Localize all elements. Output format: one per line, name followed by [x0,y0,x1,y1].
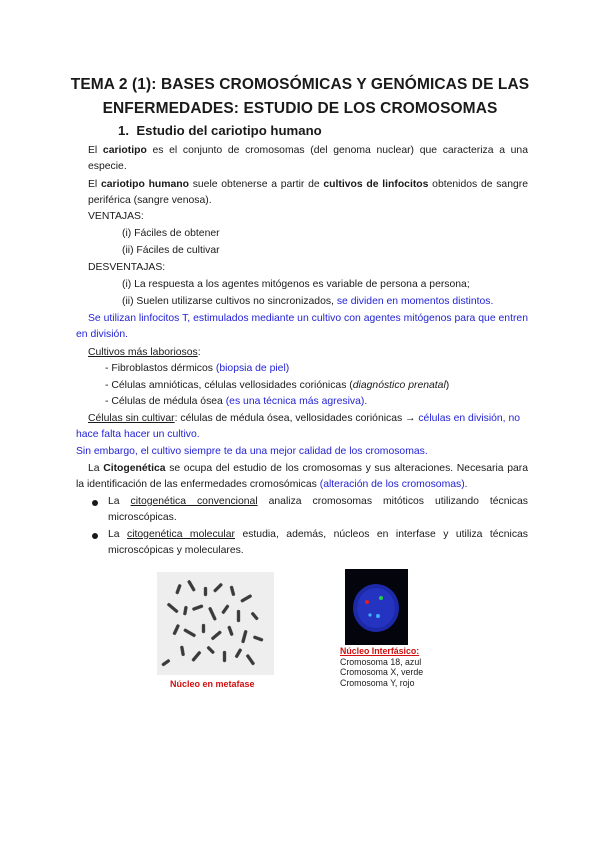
page-title [60,73,540,121]
interphase-caption-header: Núcleo Interfásico: [340,646,420,656]
desventaja-item: (i) La respuesta a los agentes mitógenos es variable de persona a persona; [122,279,470,290]
metaphase-chromosomes-image [157,572,274,675]
section-number: 1. [118,123,129,138]
metaphase-caption: Núcleo en metafase [170,679,255,689]
interphase-caption-line: Cromosoma Y, rojo [340,677,415,688]
bullet-item: La citogenética molecular estudia, además, núcleos en interfase y utiliza técnicas microscópicas y moleculares. [108,529,528,556]
sin-embargo-note: Sin embargo, el cultivo siempre te da una mejor calidad de los cromosomas. [76,446,428,457]
term-cariotipo: cariotipo [102,145,147,156]
linfocitos-note: Se utilizan linfocitos T, estimulados mediante un cultivo con agentes mitógenos para que entren en división. [76,313,528,340]
section-title: Estudio del cariotipo humano [136,123,322,138]
interphase-caption-line: Cromosoma X, verde [340,667,424,677]
laborioso-item: - Células de médula ósea (es una técnica más agresiva). [105,396,368,407]
desventajas-heading: DESVENTAJAS: [88,262,166,273]
ventaja-item: (i) Fáciles de obtener [122,228,220,239]
laboriosos-heading: Cultivos más laboriosos: [88,347,201,358]
interphase-caption [337,645,435,699]
sin-cultivar-paragraph: Células sin cultivar: células de médula ósea, vellosidades coriónicas → células en división, no hace falta hacer un cultivo. [76,413,521,440]
term-cariotipo-humano: cariotipo humano [100,179,189,190]
desventaja-item: (ii) Suelen utilizarse cultivos no sincronizados, se dividen en momentos distintos. [122,296,494,307]
bullet-icon [92,500,98,506]
interphase-caption-line: Cromosoma 18, azul [340,656,422,667]
fish-nucleus-illustration [345,569,408,645]
laborioso-item: - Células amnióticas, células vellosidades coriónicas (diagnóstico prenatal) [105,380,450,391]
ventajas-heading: VENTAJAS: [88,211,144,222]
ventaja-item: (ii) Fáciles de cultivar [122,245,220,256]
paragraph-cariotipo-humano: El cariotipo humano suele obtenerse a partir de cultivos de linfocitos obtenidos de sangre periférica (sangre venosa). [88,179,529,206]
chromosome-spread-illustration [157,572,274,675]
title-line-2: ENFERMEDADES: ESTUDIO DE LOS CROMOSOMAS [102,100,498,117]
interphase-nucleus-image [345,569,408,645]
citogenetica-paragraph: La Citogenética se ocupa del estudio de los cromosomas y sus alteraciones. Necesaria para la identificación de las enfermedades cromosómicas (alteración de los cromosomas). [76,463,528,490]
bullet-icon [92,533,98,539]
title-line-1: TEMA 2 (1): BASES CROMOSÓMICAS Y GENÓMICAS DE LAS [70,76,530,93]
paragraph-cariotipo: El cariotipo es el conjunto de cromosomas (del genoma nuclear) que caracteriza a una especie. [88,145,528,172]
bullet-item: La citogenética convencional analiza cromosomas mitóticos utilizando técnicas microscópicas. [108,496,528,523]
section-heading [118,123,322,138]
term-cultivos-linfocitos: cultivos de linfocitos [323,179,429,190]
laborioso-item: - Fibroblastos dérmicos (biopsia de piel) [105,363,290,374]
